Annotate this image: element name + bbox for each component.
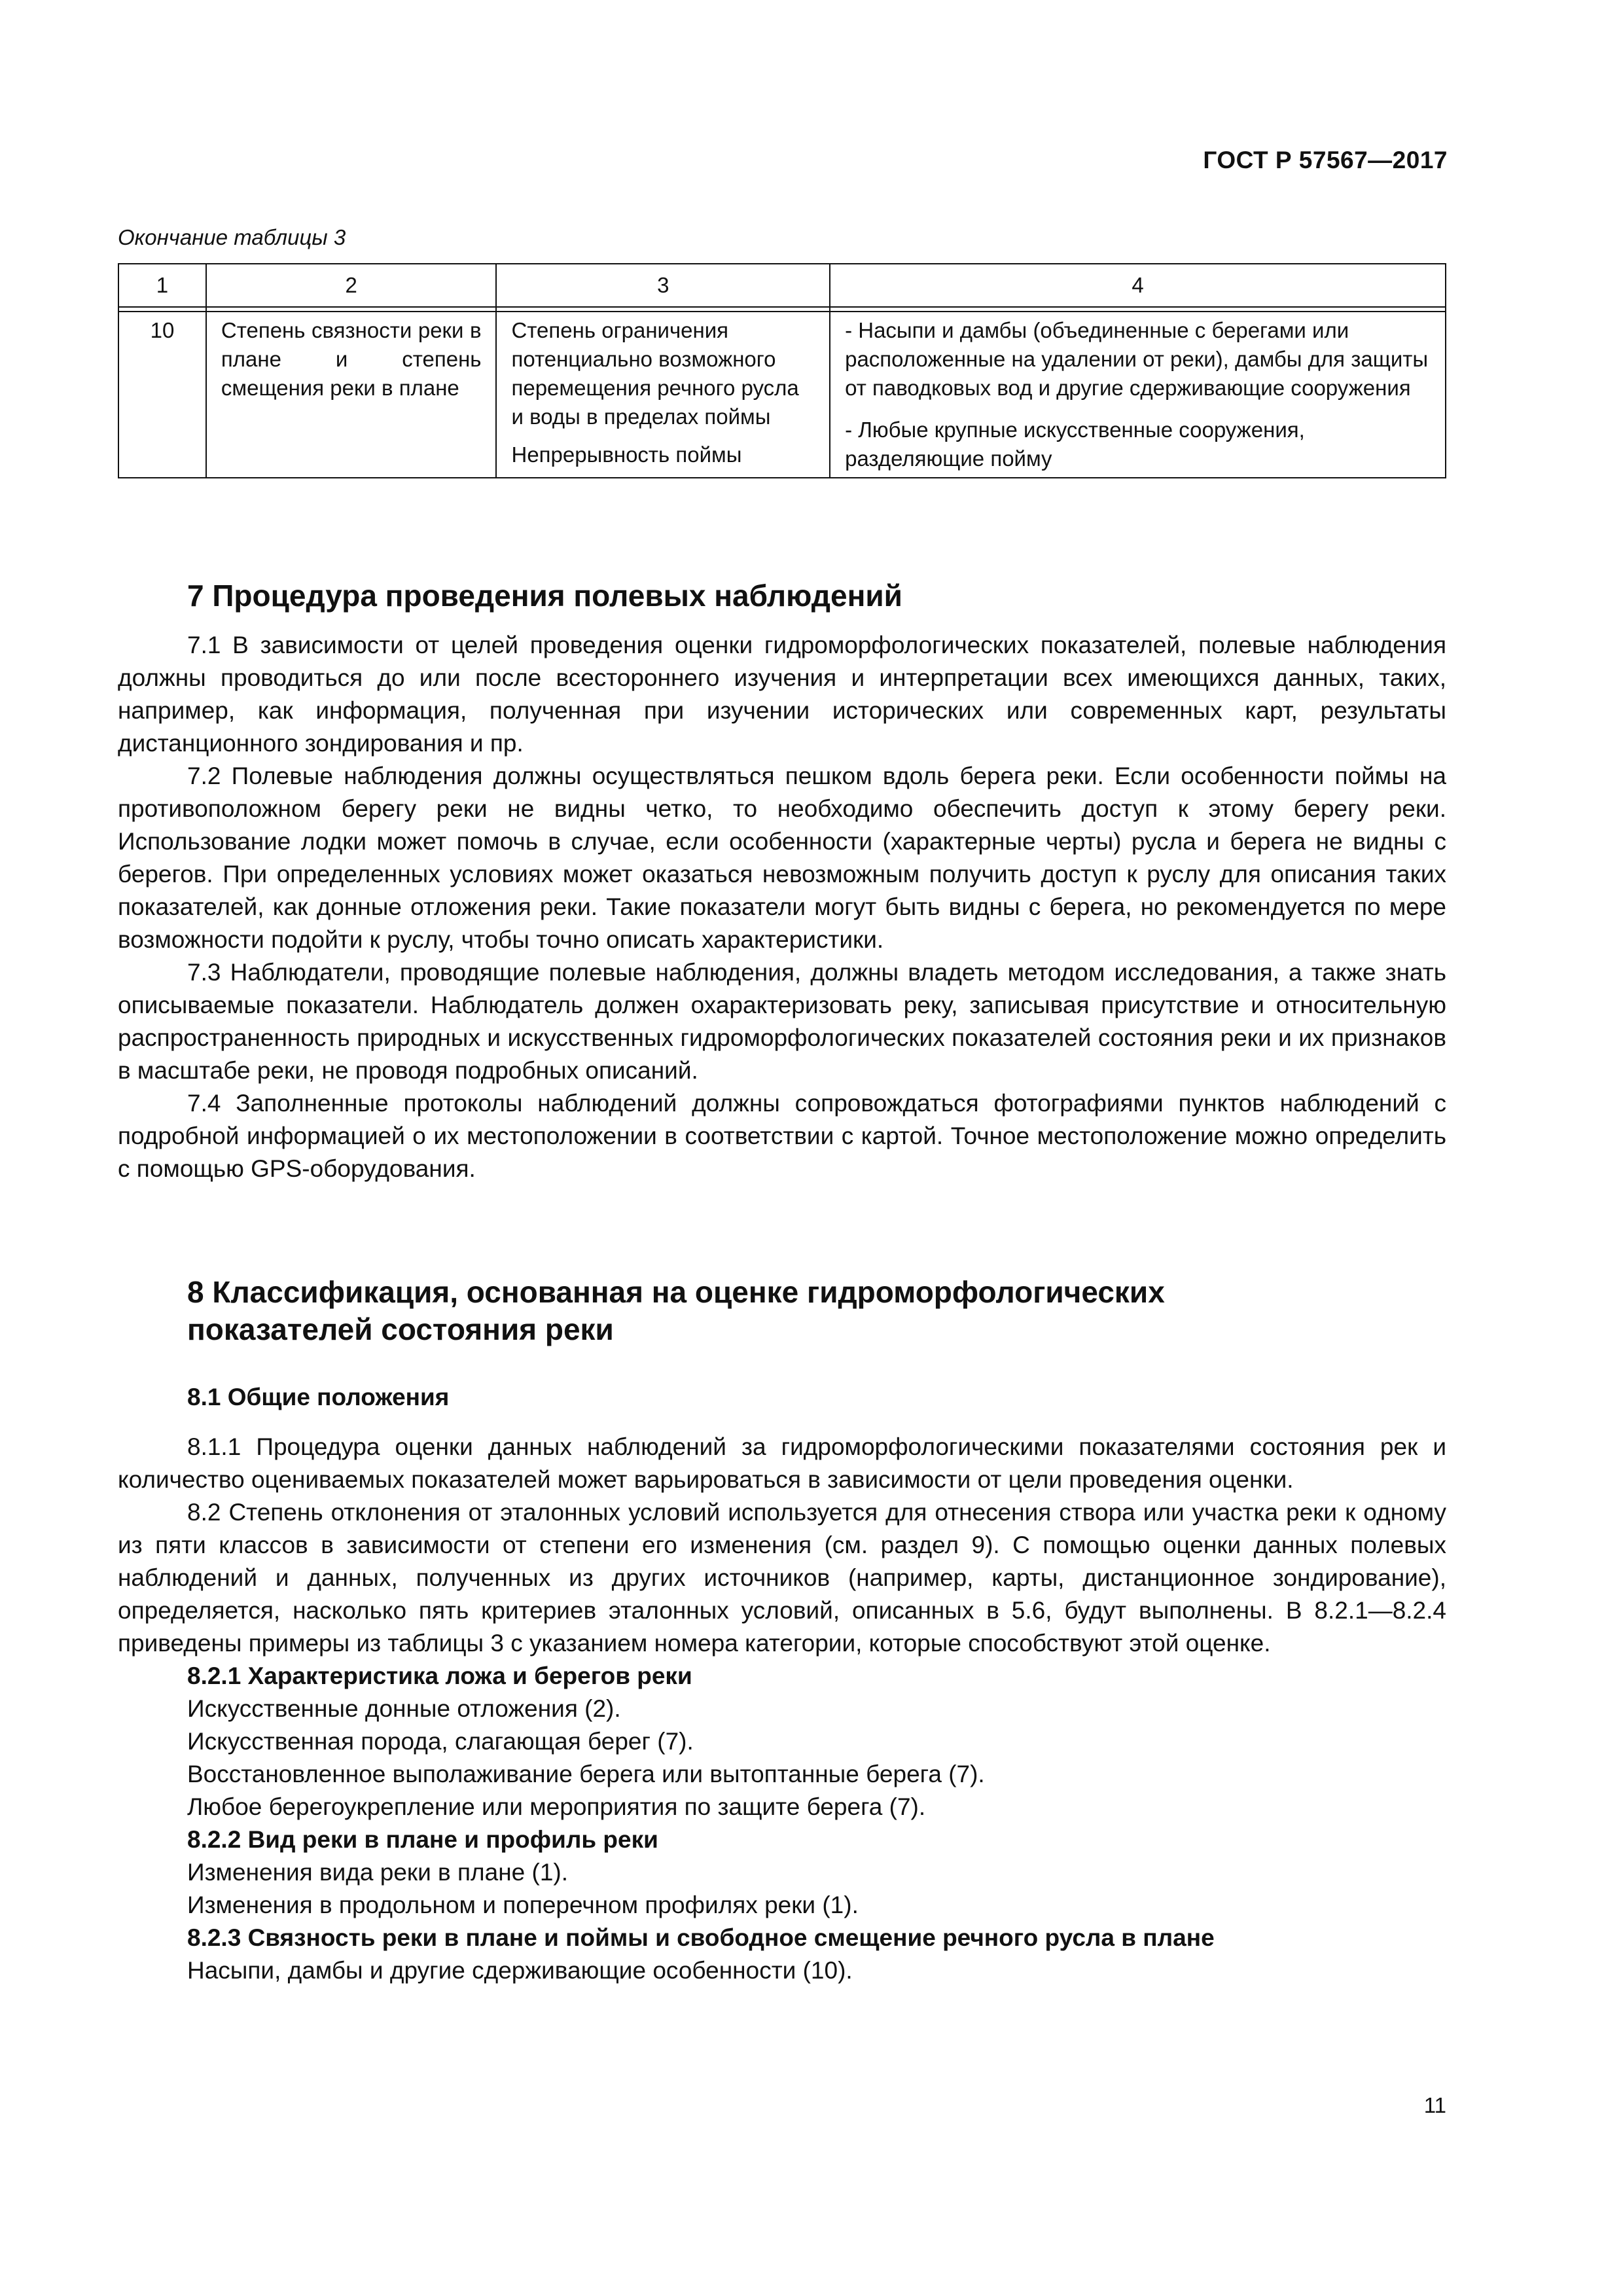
column-number: 4 bbox=[830, 264, 1446, 307]
section-8-title-line: показателей состояния реки bbox=[187, 1312, 614, 1346]
subsection-8-1-title: 8.1 Общие положения bbox=[187, 1384, 450, 1410]
list-item: Искусственные донные отложения (2). bbox=[187, 1695, 621, 1722]
table-row bbox=[118, 312, 1446, 478]
row-number: 10 bbox=[118, 312, 206, 478]
section-7 bbox=[118, 577, 1446, 1185]
paragraph-7-2: 7.2 Полевые наблюдения должны осуществляться пешком вдоль берега реки. Если особенности поймы на противоположном берегу реки не видны четко, то необходимо обеспечить доступ к этому берегу реки. Использование лодки может помочь в случае, если особенности (характерные черты) русла и берега не видны с берегов. При определенных условиях может оказаться невозможным получить доступ к руслу для описания таких показателей, как донные отложения реки. Такие показатели могут быть видны с берега, но рекомендуется по мере возможности подойти к руслу, чтобы точно описать характеристики. bbox=[118, 762, 1446, 953]
paragraph-8-2: 8.2 Степень отклонения от эталонных условий используется для отнесения створа или участка реки к одному из пяти классов в зависимости от степени его изменения (см. раздел 9). С помощью оценки данных полевых наблюдений и данных, полученных из других источников (например, карты, дистанционное зондирование), определяется, насколько пять критериев эталонных условий, описанных в 5.6, будут выполнены. В 8.2.1—8.2.4 приведены примеры из таблицы 3 с указанием номера категории, которые способствуют этой оценке. bbox=[118, 1499, 1446, 1657]
subsection-8-2-2-title: 8.2.2 Вид реки в плане и профиль реки bbox=[187, 1826, 658, 1853]
section-7-title: 7 Процедура проведения полевых наблюдений bbox=[187, 579, 902, 613]
subsection-8-2-3-title: 8.2.3 Связность реки в плане и поймы и свободное смещение речного русла в плане bbox=[187, 1924, 1215, 1951]
criterion-cell: Степень связности реки в плане и степень смещения реки в плане bbox=[206, 312, 497, 478]
standard-code: ГОСТ Р 57567—2017 bbox=[1203, 147, 1448, 173]
feature-text: - Насыпи и дамбы (объединенные с берегами или расположенные на удалении от реки), дамбы для защиты от паводковых вод и другие сдерживающие сооружения bbox=[845, 318, 1429, 400]
parameter-cell bbox=[496, 312, 830, 478]
section-8-title-line: 8 Классификация, основанная на оценке гидроморфологических bbox=[187, 1275, 1165, 1309]
column-number: 1 bbox=[118, 264, 206, 307]
paragraph-7-1: 7.1 В зависимости от целей проведения оценки гидроморфологических показателей, полевые наблюдения должны проводиться до или после всестороннего изучения и интерпретации всех имеющихся данных, таких, например, как информация, полученная при изучении исторических или современных карт, результаты дистанционного зондирования и пр. bbox=[118, 632, 1446, 757]
list-item: Восстановленное выполаживание берега или вытоптанные берега (7). bbox=[187, 1761, 985, 1787]
list-item: Изменения в продольном и поперечном профилях реки (1). bbox=[187, 1892, 859, 1918]
feature-text: - Любые крупные искусственные сооружения, разделяющие пойму bbox=[845, 418, 1305, 471]
parameter-text: Степень ограничения потенциально возможного перемещения речного русла и воды в пределах поймы bbox=[511, 318, 799, 429]
feature-cell bbox=[830, 312, 1446, 478]
page-number: 11 bbox=[1423, 2093, 1446, 2117]
parameter-text: Непрерывность поймы bbox=[511, 442, 742, 467]
list-item: Искусственная порода, слагающая берег (7). bbox=[187, 1728, 694, 1755]
paragraph-8-1-1: 8.1.1 Процедура оценки данных наблюдений за гидроморфологическими показателями состояния рек и количество оцениваемых показателей может варьироваться в зависимости от цели проведения оценки. bbox=[118, 1433, 1446, 1493]
paragraph-7-4: 7.4 Заполненные протоколы наблюдений должны сопровождаться фотографиями пунктов наблюдений с подробной информацией о их местоположении в соответствии с картой. Точное местоположение можно определить с помощью GPS-оборудования. bbox=[118, 1090, 1446, 1182]
list-item: Насыпи, дамбы и другие сдерживающие особенности (10). bbox=[187, 1957, 853, 1984]
table-column-numbers bbox=[118, 264, 1446, 307]
list-item: Любое берегоукрепление или мероприятия по защите берега (7). bbox=[187, 1793, 926, 1820]
list-item: Изменения вида реки в плане (1). bbox=[187, 1859, 568, 1886]
paragraph-7-3: 7.3 Наблюдатели, проводящие полевые наблюдения, должны владеть методом исследования, а также знать описываемые показатели. Наблюдатель должен охарактеризовать реку, записывая присутствие и относительную распространенность природных и искусственных гидроморфологических показателей состояния реки и их признаков в масштабе реки, не проводя подробных описаний. bbox=[118, 959, 1446, 1084]
section-8-title bbox=[118, 1274, 1446, 1348]
section-8 bbox=[118, 1274, 1446, 1987]
subsection-8-2-1-title: 8.2.1 Характеристика ложа и берегов реки bbox=[187, 1662, 692, 1689]
column-number: 3 bbox=[496, 264, 830, 307]
table-caption: Окончание таблицы 3 bbox=[118, 225, 346, 249]
table-3-end bbox=[118, 263, 1446, 478]
column-number: 2 bbox=[206, 264, 497, 307]
